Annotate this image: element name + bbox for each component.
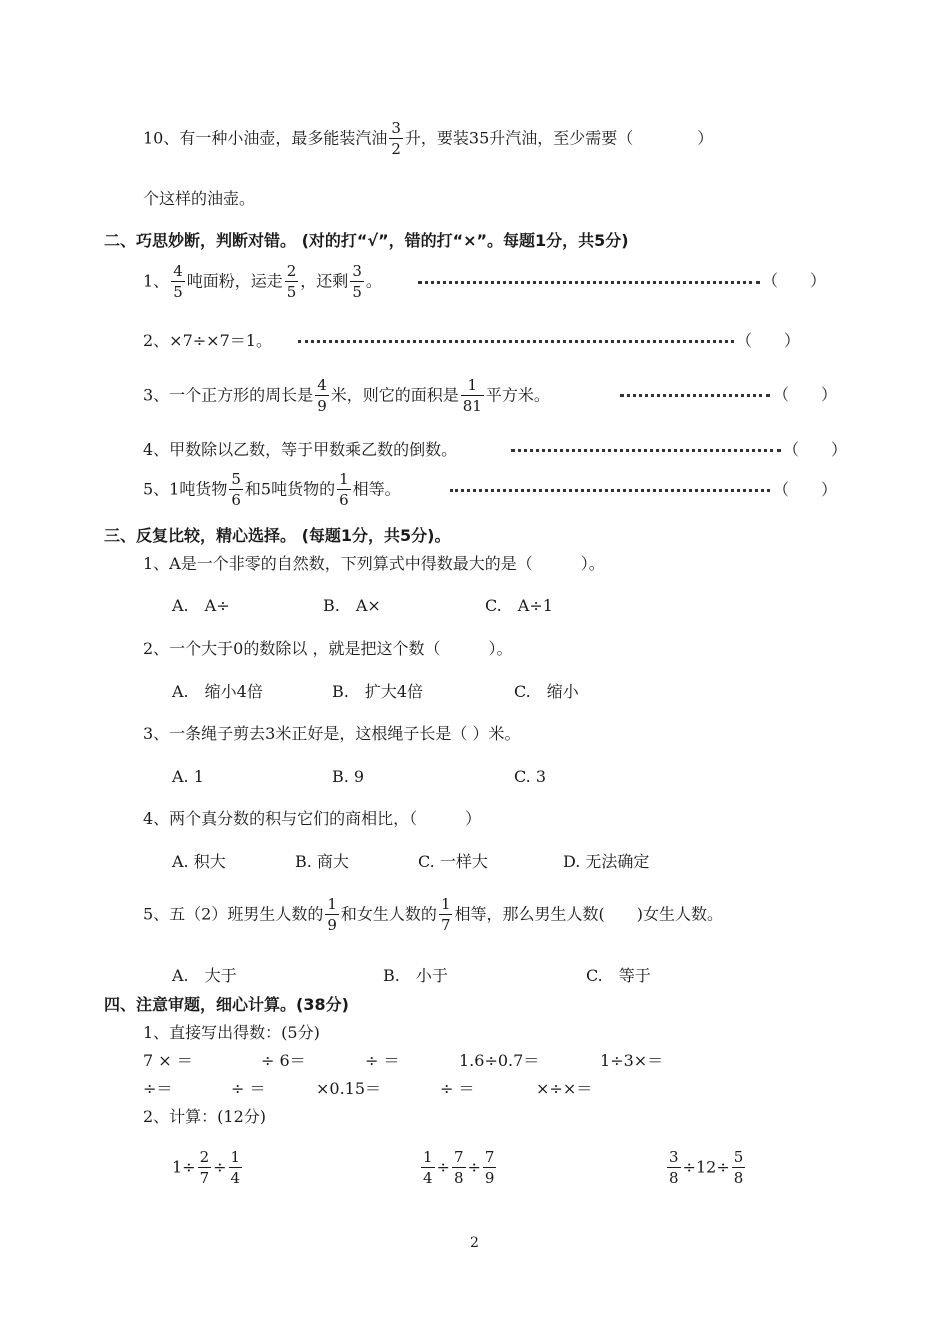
section3-heading: 三、反复比较，精心选择。 (每题1分，共5分)。	[104, 526, 451, 545]
leader-dots	[298, 340, 734, 343]
q10-text-a: 10、有一种小油壶，最多能装汽油	[143, 128, 388, 148]
fraction: $\frac{1}{9}$	[327, 895, 337, 934]
s3-q5-stem: 5、五（2）班男生人数的 $\frac{1}{9}$ 和女生人数的 $\frac{1}{7}$ 相等，那么男生人数( )女生人数。	[143, 895, 723, 934]
fraction: $\frac{1}{7}$	[440, 895, 451, 934]
q10-line1	[143, 121, 713, 157]
section4-heading: 四、注意审题，细心计算。(38分)	[104, 995, 349, 1014]
fraction: $\frac{4}{9}$	[317, 376, 327, 415]
leader-dots	[450, 489, 770, 492]
s2-item-4: 4、甲数除以乙数，等于甲数乘乙数的倒数。	[143, 440, 458, 459]
s2-item-1: 1、 $\frac{4}{5}$ 吨面粉，运走 $\frac{2}{5}$ ，还剩 $\frac{3}{5}$ 。	[143, 262, 382, 301]
mental-math-item: ÷ ＝	[440, 1079, 475, 1098]
fraction: $\frac{3}{8}$	[669, 1148, 679, 1187]
s3-q3-stem: 3、一条绳子剪去3米正好是，这根绳子长是（ ）米。	[143, 724, 521, 743]
s3-q1-stem: 1、A是一个非零的自然数，下列算式中得数最大的是（ ）。	[143, 554, 605, 573]
mental-math-item: ×0.15＝	[316, 1079, 382, 1098]
fraction: $\frac{3}{2}$	[391, 119, 401, 158]
fraction: $\frac{3}{5}$	[352, 262, 362, 301]
s4-sub1: 1、直接写出得数：(5分)	[143, 1023, 320, 1042]
fraction: $\frac{1}{6}$	[339, 470, 349, 509]
option[interactable]: B. 9	[332, 767, 365, 786]
s2-item-3: 3、一个正方形的周长是 $\frac{4}{9}$ 米，则它的面积是 $\frac{1}{81}$ 平方米。	[143, 376, 550, 415]
option[interactable]: C. 一样大	[418, 852, 488, 871]
fraction: $\frac{2}{7}$	[199, 1148, 210, 1187]
option[interactable]: A. 1	[172, 767, 204, 786]
fraction: $\frac{7}{9}$	[484, 1148, 495, 1187]
option[interactable]: D. 无法确定	[563, 852, 650, 871]
option[interactable]: B. 小于	[383, 966, 448, 985]
mental-math-item: ÷ ＝	[365, 1051, 400, 1070]
q10-text-b: 升，要装35升汽油，至少需要（ ）	[404, 128, 714, 148]
option[interactable]: C. 缩小	[514, 682, 579, 701]
option[interactable]: B. A×	[323, 596, 381, 615]
option[interactable]: A. 大于	[172, 966, 237, 985]
option[interactable]: B. 扩大4倍	[332, 682, 424, 701]
mental-math-item: ÷ 6＝	[261, 1051, 306, 1070]
s4-sub2: 2、计算：(12分)	[143, 1107, 267, 1126]
s3-q2-stem: 2、一个大于0的数除以 ，就是把这个数（ ）。	[143, 639, 513, 658]
fraction: $\frac{1}{81}$	[462, 376, 482, 415]
s3-q4-stem: 4、两个真分数的积与它们的商相比，（ ）	[143, 809, 482, 828]
answer-paren[interactable]: （ ）	[773, 385, 838, 404]
mental-math-item: ÷ ＝	[231, 1079, 266, 1098]
mental-math-item: ÷＝	[143, 1079, 173, 1098]
q10-line2: 个这样的油壶。	[143, 189, 256, 208]
mental-math-item: 1÷3×＝	[600, 1051, 664, 1070]
s2-item-5: 5、1吨货物 $\frac{5}{6}$ 和5吨货物的 $\frac{1}{6}$ 相等。	[143, 470, 401, 509]
page-number: 2	[470, 1235, 479, 1251]
fraction: $\frac{1}{4}$	[423, 1148, 433, 1187]
calc-expression-3: $\frac{3}{8}$ ÷12÷ $\frac{5}{8}$	[669, 1148, 744, 1187]
answer-paren[interactable]: （ ）	[783, 440, 848, 459]
option[interactable]: C. A÷1	[485, 596, 553, 615]
calc-expression-1: 1÷ $\frac{2}{7}$ ÷ $\frac{1}{4}$	[172, 1148, 241, 1187]
fraction: $\frac{5}{8}$	[733, 1148, 744, 1187]
leader-dots	[620, 394, 770, 397]
option[interactable]: B. 商大	[295, 852, 349, 871]
answer-paren[interactable]: （ ）	[762, 271, 827, 290]
fraction: $\frac{7}{8}$	[453, 1148, 464, 1187]
s2-item-2: 2、×7÷×7＝1。	[143, 331, 272, 350]
option[interactable]: A. 缩小4倍	[172, 682, 263, 701]
fraction: $\frac{2}{5}$	[286, 262, 297, 301]
mental-math-item: ×÷×＝	[536, 1079, 593, 1098]
fraction: $\frac{1}{4}$	[230, 1148, 241, 1187]
mental-math-item: 7 × ＝	[143, 1051, 193, 1070]
mental-math-item: 1.6÷0.7＝	[459, 1051, 540, 1070]
calc-expression-2: $\frac{1}{4}$ ÷ $\frac{7}{8}$ ÷ $\frac{7}{9}$	[423, 1148, 495, 1187]
fraction: $\frac{5}{6}$	[231, 470, 241, 509]
answer-paren[interactable]: （ ）	[773, 480, 838, 499]
option[interactable]: A. 积大	[172, 852, 226, 871]
section2-heading: 二、巧思妙断，判断对错。 (对的打“√”，错的打“×”。每题1分，共5分)	[104, 231, 629, 250]
leader-dots	[418, 281, 760, 284]
fraction: $\frac{4}{5}$	[173, 262, 183, 301]
option[interactable]: A. A÷	[172, 596, 230, 615]
option[interactable]: C. 3	[514, 767, 547, 786]
option[interactable]: C. 等于	[586, 966, 651, 985]
answer-paren[interactable]: （ ）	[736, 331, 801, 350]
leader-dots	[511, 449, 781, 452]
